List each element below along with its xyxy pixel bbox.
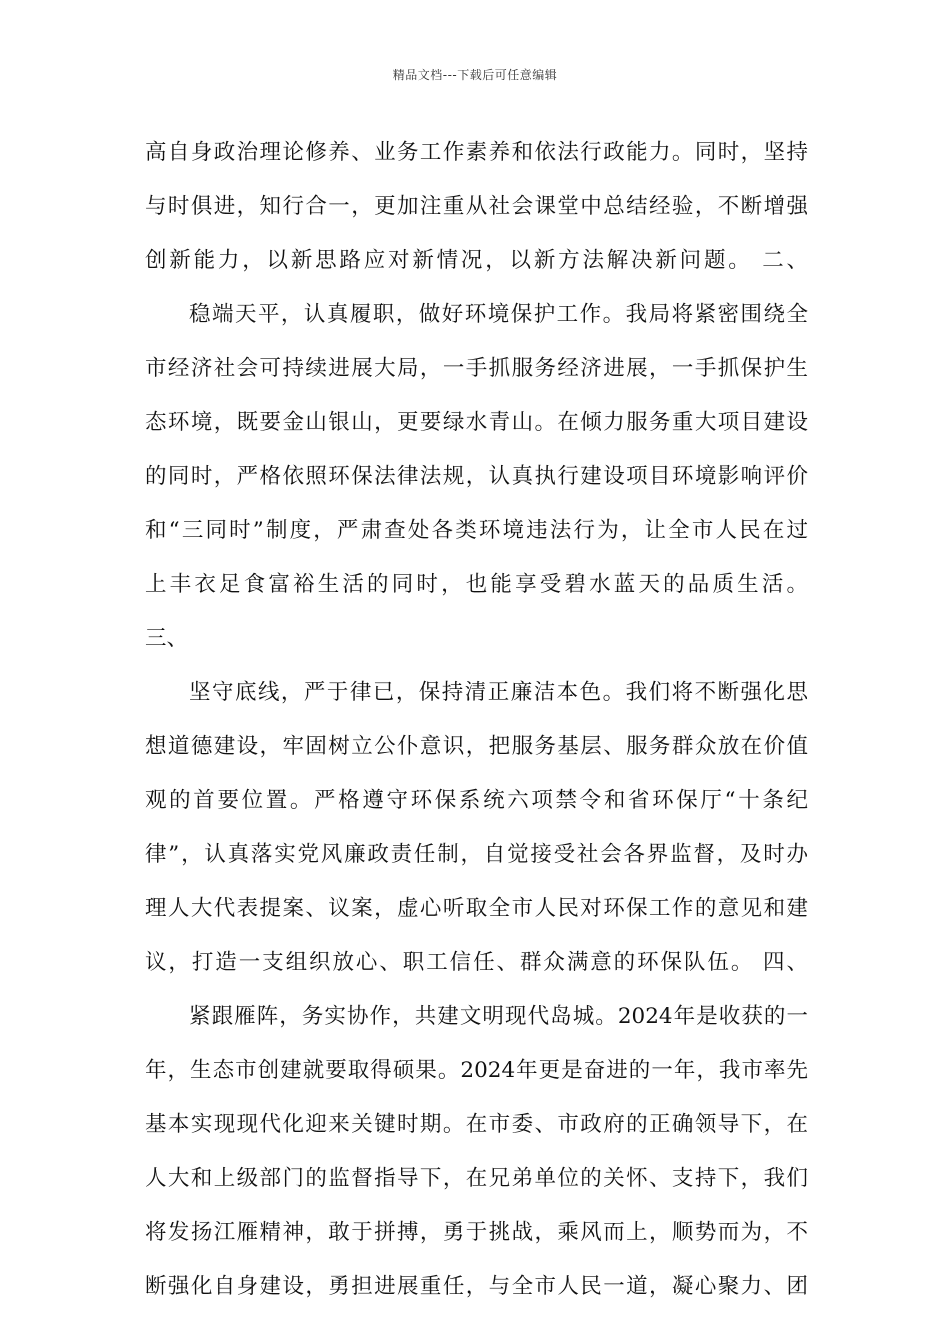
text-line: 断强化自身建设，勇担进展重任，与全市人民一道，凝心聚力、团	[145, 1274, 808, 1299]
text-line: 议，打造一支组织放心、职工信任、群众满意的环保队伍。 四、	[145, 950, 808, 975]
text-line: 律”，认真落实党风廉政责任制，自觉接受社会各界监督，及时办	[145, 842, 808, 867]
paragraph-start-line: 紧跟雁阵，务实协作，共建文明现代岛城。2024年是收获的一	[189, 1004, 808, 1029]
text-line: 年，生态市创建就要取得硕果。2024年更是奋进的一年，我市率先	[145, 1058, 808, 1083]
document-body	[145, 126, 808, 1314]
text-line: 的同时，严格依照环保法律法规，认真执行建设项目环境影响评价	[145, 464, 808, 489]
text-line: 人大和上级部门的监督指导下，在兄弟单位的关怀、支持下，我们	[145, 1166, 808, 1191]
text-line: 想道德建设，牢固树立公仆意识，把服务基层、服务群众放在价值	[145, 734, 808, 759]
text-line: 高自身政治理论修养、业务工作素养和依法行政能力。同时，坚持	[145, 140, 808, 165]
text-line: 上丰衣足食富裕生活的同时，也能享受碧水蓝天的品质生活。	[145, 572, 808, 597]
text-line: 创新能力，以新思路应对新情况，以新方法解决新问题。 二、	[145, 248, 808, 273]
paragraph-start-line: 坚守底线，严于律已，保持清正廉洁本色。我们将不断强化思	[189, 680, 808, 705]
text-line: 态环境，既要金山银山，更要绿水青山。在倾力服务重大项目建设	[145, 410, 808, 435]
text-line: 将发扬江雁精神，敢于拼搏，勇于挑战，乘风而上，顺势而为，不	[145, 1220, 808, 1245]
page-header: 精品文档---下载后可任意编辑	[392, 68, 558, 82]
text-line: 和“三同时”制度，严肃查处各类环境违法行为，让全市人民在过	[145, 518, 808, 543]
text-line: 基本实现现代化迎来关键时期。在市委、市政府的正确领导下，在	[145, 1112, 808, 1137]
text-line: 观的首要位置。严格遵守环保系统六项禁令和省环保厅“十条纪	[145, 788, 808, 813]
paragraph-start-line: 稳端天平，认真履职，做好环境保护工作。我局将紧密围绕全	[189, 302, 808, 327]
text-line: 市经济社会可持续进展大局，一手抓服务经济进展，一手抓保护生	[145, 356, 808, 381]
section-number-line: 三、	[145, 626, 189, 651]
text-line: 与时俱进，知行合一，更加注重从社会课堂中总结经验，不断增强	[145, 194, 808, 219]
text-line: 理人大代表提案、议案，虚心听取全市人民对环保工作的意见和建	[145, 896, 808, 921]
